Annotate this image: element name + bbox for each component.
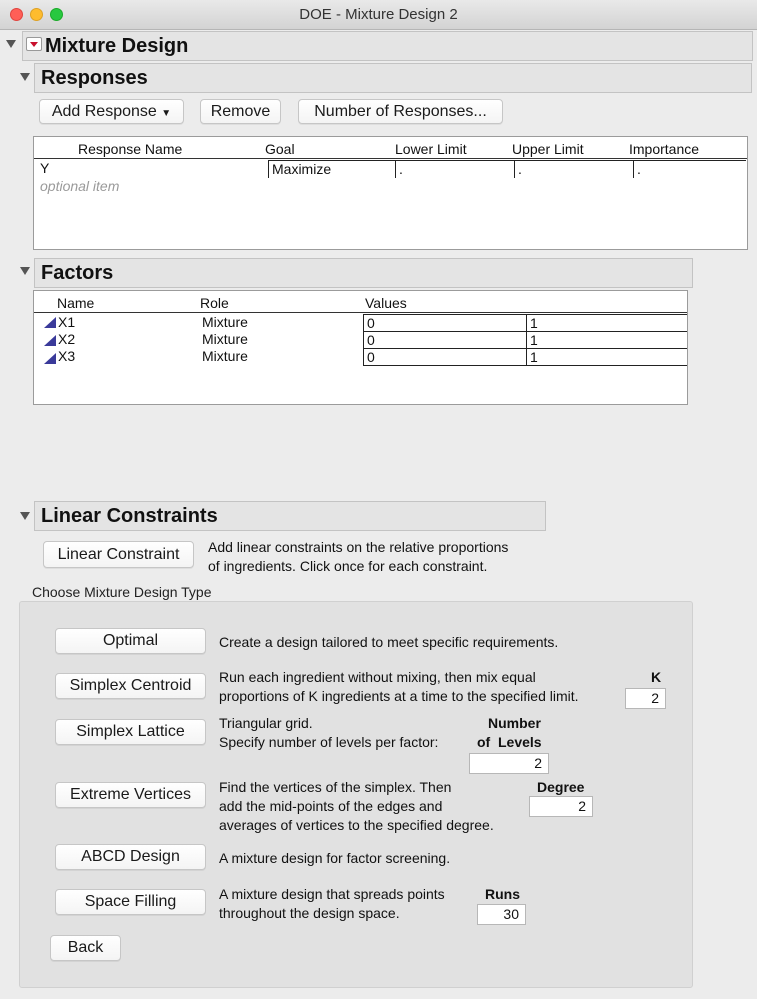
design-type-label: Choose Mixture Design Type <box>32 584 212 600</box>
column-header-response-name: Response Name <box>78 141 183 157</box>
table-row <box>34 331 687 349</box>
responses-header <box>34 63 752 93</box>
importance-cell[interactable]: . <box>633 160 746 178</box>
mixture-design-header <box>22 31 753 61</box>
column-header-upper-limit: Upper Limit <box>512 141 584 157</box>
k-label: K <box>651 669 662 685</box>
factor-role-cell: Mixture <box>202 314 248 330</box>
optional-item-placeholder[interactable]: optional item <box>40 178 120 194</box>
linear-constraint-button[interactable]: Linear Constraint <box>43 541 194 568</box>
simplex-centroid-button[interactable]: Simplex Centroid <box>55 673 206 699</box>
linear-constraints-header <box>34 501 546 531</box>
column-header-name: Name <box>57 295 95 311</box>
title-bar <box>0 0 757 30</box>
degree-input[interactable]: 2 <box>529 796 593 817</box>
factor-name-cell[interactable]: X2 <box>58 331 76 347</box>
back-button[interactable]: Back <box>50 935 121 961</box>
red-menu-icon[interactable] <box>26 37 42 51</box>
lower-limit-cell[interactable]: . <box>395 160 514 178</box>
responses-title: Responses <box>41 67 148 89</box>
simplex-centroid-description-line1: Run each ingredient without mixing, then mix equal <box>219 669 536 685</box>
factor-high-value-cell[interactable]: 1 <box>526 348 687 366</box>
factor-low-value-cell[interactable]: 0 <box>363 314 526 332</box>
simplex-lattice-description-line1: Triangular grid. <box>219 715 313 731</box>
runs-label: Runs <box>485 886 520 902</box>
table-row <box>34 159 747 179</box>
degree-label: Degree <box>537 779 585 795</box>
factors-header <box>34 258 693 288</box>
continuous-factor-icon <box>44 335 56 346</box>
factor-low-value-cell[interactable]: 0 <box>363 331 526 349</box>
simplex-centroid-description-line2: proportions of K ingredients at a time to the specified limit. <box>219 688 579 704</box>
factor-role-cell: Mixture <box>202 348 248 364</box>
factor-high-value-cell[interactable]: 1 <box>526 314 687 332</box>
table-row <box>34 349 687 367</box>
disclosure-triangle-icon[interactable] <box>20 267 30 275</box>
space-filling-description-line2: throughout the design space. <box>219 905 400 921</box>
factor-low-value-cell[interactable]: 0 <box>363 348 526 366</box>
mixture-design-title: Mixture Design <box>45 35 189 57</box>
space-filling-button[interactable]: Space Filling <box>55 889 206 915</box>
column-header-values: Values <box>365 295 407 311</box>
add-response-button[interactable] <box>39 99 184 124</box>
abcd-description: A mixture design for factor screening. <box>219 850 451 866</box>
disclosure-triangle-icon[interactable] <box>20 512 30 520</box>
number-of-levels-label-line2: of Levels <box>477 734 542 750</box>
factor-name-cell[interactable]: X3 <box>58 348 76 364</box>
column-header-goal: Goal <box>265 141 295 157</box>
optimal-description: Create a design tailored to meet specific requirements. <box>219 634 559 650</box>
extreme-vertices-button[interactable]: Extreme Vertices <box>55 782 206 808</box>
runs-input[interactable]: 30 <box>477 904 526 925</box>
factors-title: Factors <box>41 262 114 284</box>
extreme-vertices-description-line2: add the mid-points of the edges and <box>219 798 443 814</box>
column-header-role: Role <box>200 295 229 311</box>
goal-cell[interactable]: Maximize <box>268 160 395 178</box>
disclosure-triangle-icon[interactable] <box>20 73 30 81</box>
simplex-lattice-button[interactable]: Simplex Lattice <box>55 719 206 745</box>
simplex-lattice-description-line2: Specify number of levels per factor: <box>219 734 439 750</box>
number-of-responses-button[interactable]: Number of Responses... <box>298 99 503 124</box>
factor-role-cell: Mixture <box>202 331 248 347</box>
upper-limit-cell[interactable]: . <box>514 160 633 178</box>
column-header-lower-limit: Lower Limit <box>395 141 467 157</box>
remove-button[interactable]: Remove <box>200 99 281 124</box>
extreme-vertices-description-line1: Find the vertices of the simplex. Then <box>219 779 452 795</box>
factors-table <box>33 290 688 405</box>
add-response-label: Add Response <box>51 103 157 120</box>
continuous-factor-icon <box>44 317 56 328</box>
responses-table <box>33 136 748 250</box>
linear-constraints-description-line1: Add linear constraints on the relative proportions <box>208 539 509 555</box>
continuous-factor-icon <box>44 353 56 364</box>
response-name-cell[interactable]: Y <box>40 160 50 176</box>
optimal-button[interactable]: Optimal <box>55 628 206 654</box>
number-of-levels-input[interactable]: 2 <box>469 753 549 774</box>
abcd-design-button[interactable]: ABCD Design <box>55 844 206 870</box>
factor-name-cell[interactable]: X1 <box>58 314 76 330</box>
k-input[interactable]: 2 <box>625 688 666 709</box>
window-title: DOE - Mixture Design 2 <box>299 6 458 23</box>
number-of-levels-label-line1: Number <box>488 715 541 731</box>
table-row <box>34 313 687 331</box>
extreme-vertices-description-line3: averages of vertices to the specified degree. <box>219 817 494 833</box>
linear-constraints-description-line2: of ingredients. Click once for each constraint. <box>208 558 488 574</box>
linear-constraints-title: Linear Constraints <box>41 505 218 527</box>
column-header-importance: Importance <box>629 141 700 157</box>
factor-high-value-cell[interactable]: 1 <box>526 331 687 349</box>
dropdown-arrow-icon: ▼ <box>161 108 172 119</box>
disclosure-triangle-icon[interactable] <box>6 40 16 48</box>
space-filling-description-line1: A mixture design that spreads points <box>219 886 445 902</box>
